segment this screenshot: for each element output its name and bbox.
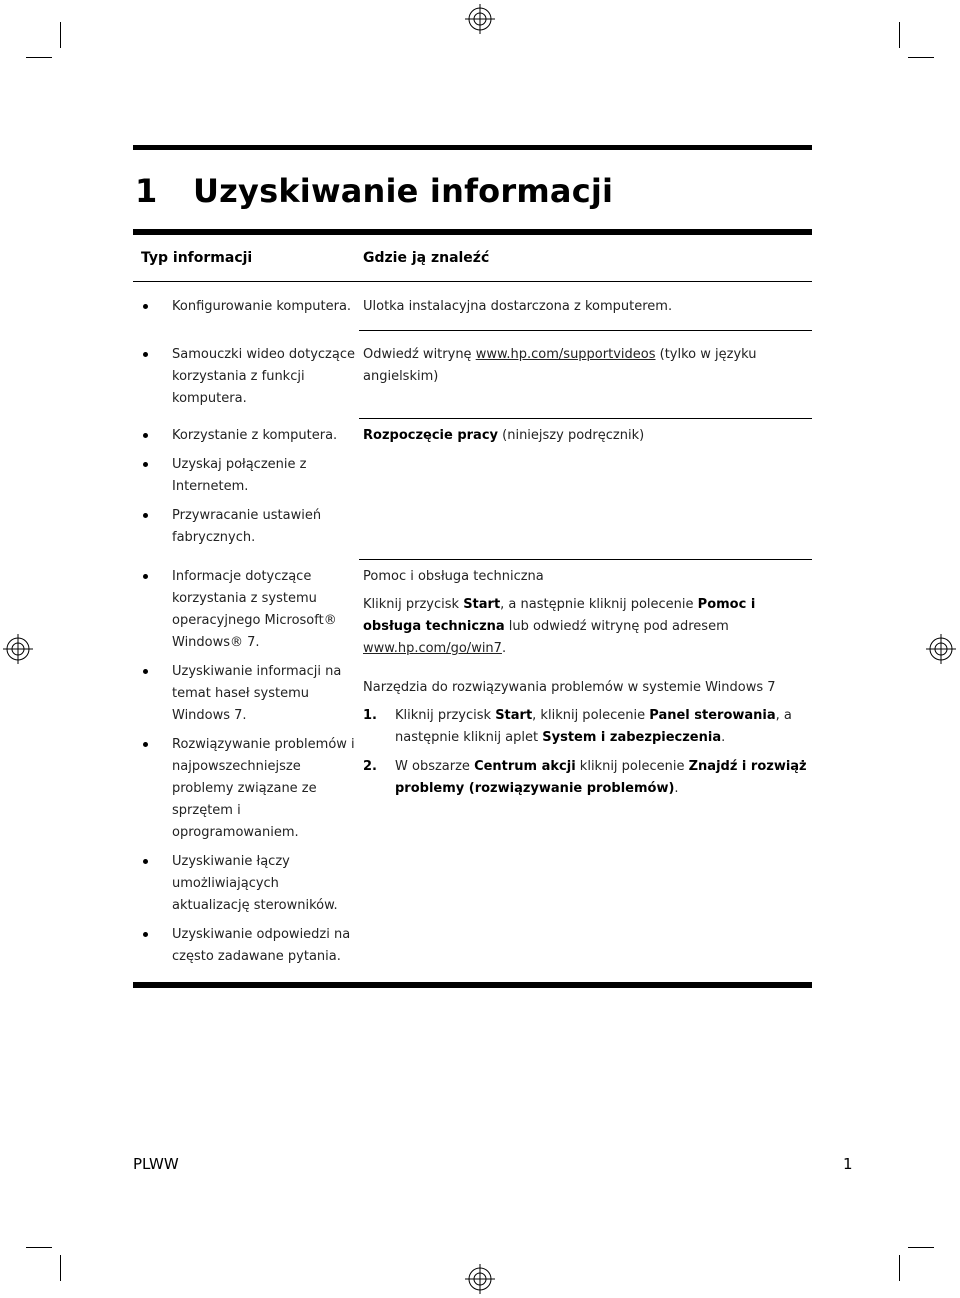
where-text: Rozpoczęcie pracy (niniejszy podręcznik)	[363, 428, 645, 443]
supportvideos-link[interactable]: www.hp.com/supportvideos	[475, 347, 656, 362]
table-header	[133, 235, 812, 281]
header-type: Typ informacji	[141, 250, 253, 266]
info-type-list	[141, 344, 359, 410]
registration-mark-icon	[926, 634, 956, 664]
list-item: Uzyskiwanie łączy umożliwiających aktualizację sterowników.	[141, 851, 359, 917]
crop-mark	[908, 57, 934, 58]
registration-mark-icon	[465, 4, 495, 34]
row-divider	[359, 559, 812, 560]
step-item: 1. Kliknij przycisk Start, kliknij polecenie Panel sterowania, a następnie kliknij aplet System i zabezpieczenia.	[363, 708, 792, 745]
list-item: Uzyskaj połączenie z Internetem.	[141, 454, 359, 498]
table-row	[133, 330, 812, 418]
table-row	[133, 418, 812, 559]
help-text: Kliknij przycisk Start, a następnie kliknij polecenie Pomoc i obsługa techniczna lub odwiedź witrynę pod adresem www.hp.com/go/win7.	[363, 597, 756, 656]
crop-mark	[899, 22, 900, 48]
list-item: Uzyskiwanie odpowiedzi na często zadawane pytania.	[141, 924, 359, 968]
chapter-title	[135, 172, 613, 210]
step-item: 2. W obszarze Centrum akcji kliknij polecenie Znajdź i rozwiąż problemy (rozwiązywanie problemów).	[363, 759, 807, 796]
crop-mark	[908, 1247, 934, 1248]
table-row	[133, 282, 812, 330]
crop-mark	[26, 57, 52, 58]
list-item: Uzyskiwanie informacji na temat haseł systemu Windows 7.	[141, 661, 359, 727]
info-table	[133, 229, 812, 988]
header-where: Gdzie ją znaleźć	[363, 250, 490, 266]
where-text: Ulotka instalacyjna dostarczona z komputerem.	[363, 299, 673, 314]
row-divider	[359, 330, 812, 331]
list-item: Przywracanie ustawień fabrycznych.	[141, 505, 359, 549]
registration-mark-icon	[3, 634, 33, 664]
list-item: Informacje dotyczące korzystania z systemu operacyjnego Microsoft® Windows® 7.	[141, 566, 359, 654]
list-item: Rozwiązywanie problemów i najpowszechniejsze problemy związane ze sprzętem i oprogramowaniem.	[141, 734, 359, 844]
crop-mark	[60, 22, 61, 48]
list-item: Konfigurowanie komputera.	[141, 296, 359, 318]
info-type-list	[141, 296, 359, 318]
list-item: Samouczki wideo dotyczące korzystania z funkcji komputera.	[141, 344, 359, 410]
help-heading: Pomoc i obsługa techniczna	[363, 569, 544, 584]
page-number: 1	[843, 1155, 853, 1173]
row-divider	[359, 418, 812, 419]
table-row	[133, 559, 812, 968]
table-bottom-rule	[133, 982, 812, 988]
registration-mark-icon	[465, 1264, 495, 1294]
chapter-title-text: Uzyskiwanie informacji	[193, 172, 614, 210]
chapter-rule	[133, 145, 812, 150]
crop-mark	[26, 1247, 52, 1248]
list-item: Korzystanie z komputera.	[141, 425, 359, 447]
tools-heading: Narzędzia do rozwiązywania problemów w systemie Windows 7	[363, 680, 776, 695]
win7-link[interactable]: www.hp.com/go/win7	[363, 641, 502, 656]
where-text: Odwiedź witrynę www.hp.com/supportvideos (tylko w języku angielskim)	[363, 347, 757, 384]
info-type-list	[141, 425, 359, 549]
info-type-list	[141, 566, 359, 968]
chapter-number: 1	[135, 172, 158, 210]
crop-mark	[60, 1255, 61, 1281]
steps-list	[363, 705, 812, 800]
footer-left: PLWW	[133, 1155, 179, 1173]
crop-mark	[899, 1255, 900, 1281]
